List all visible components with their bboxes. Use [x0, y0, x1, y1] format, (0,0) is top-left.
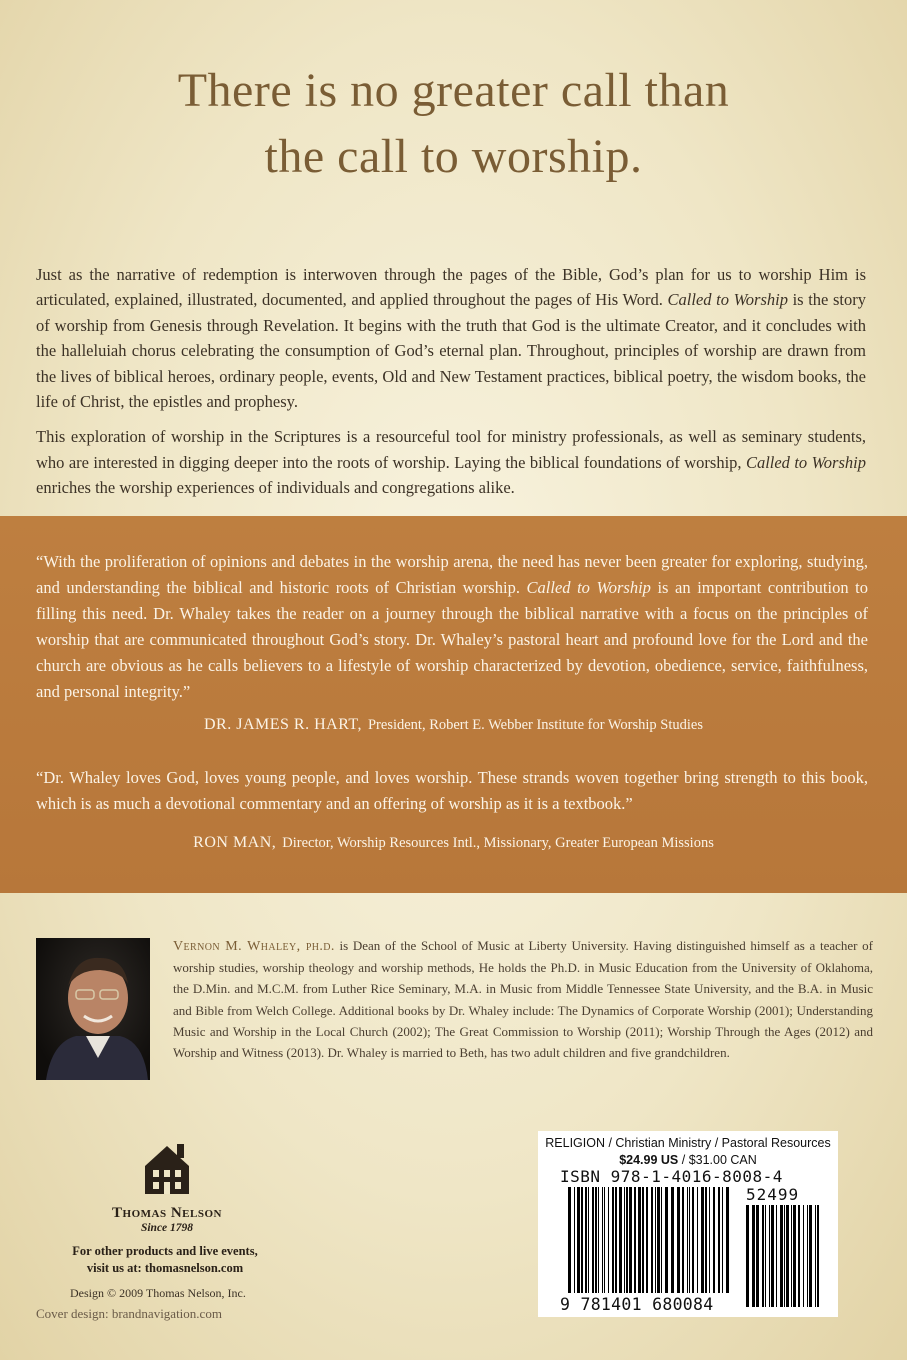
- barcode-bar: [568, 1187, 571, 1293]
- publisher-contact: [70, 1243, 260, 1277]
- author-name: Vernon M. Whaley, ph.d.: [173, 939, 335, 954]
- barcode-bar: [634, 1187, 636, 1293]
- description-paragraph-2: [36, 424, 866, 500]
- quote-text: is an important contribution to filling this need. Dr. Whaley takes the reader on a journey through the biblical narrative with a focus on the principles of worship that are communicated throughout God’s story. Dr. Whaley’s pastoral heart and profound love for the Lord and the church are obvious as he calls believers to a lifestyle of worship characterized by devotion, obedience, service, faithfulness, and personal integrity.”: [36, 578, 868, 701]
- barcode-bar: [638, 1187, 641, 1293]
- barcode-bar: [807, 1205, 808, 1307]
- publisher-since: Since 1798: [140, 1222, 194, 1234]
- barcode-bar: [612, 1187, 614, 1293]
- barcode-bar: [701, 1187, 704, 1293]
- barcode-bar: [722, 1187, 723, 1293]
- barcode-bar: [665, 1187, 668, 1293]
- house-icon: [137, 1140, 197, 1196]
- barcode-bar: [626, 1187, 628, 1293]
- barcode-bar: [815, 1205, 816, 1307]
- barcode-bar: [642, 1187, 644, 1293]
- barcode-bar: [780, 1205, 783, 1307]
- endorsement-attribution-1: [0, 716, 907, 734]
- barcode-label: [538, 1131, 838, 1317]
- barcode-bar: [598, 1187, 599, 1293]
- contact-line-1: For other products and live events,: [72, 1244, 258, 1258]
- barcode-bar: [713, 1187, 715, 1293]
- endorser-name: RON MAN,: [193, 834, 277, 851]
- endorsements-band: [0, 516, 907, 893]
- main-barcode-bars: [568, 1187, 729, 1293]
- barcode-bar: [657, 1187, 660, 1293]
- isbn-text: ISBN 978-1-4016-8008-4: [560, 1167, 783, 1186]
- barcode-bar: [661, 1187, 662, 1293]
- barcode-bar: [595, 1187, 597, 1293]
- barcode-bar: [602, 1187, 603, 1293]
- description-paragraph-1: [36, 262, 866, 414]
- barcode-bar: [718, 1187, 720, 1293]
- barcode-bar: [588, 1187, 589, 1293]
- description-text: is the story of worship from Genesis through Revelation. It begins with the truth that God is the ultimate Creator, and it concludes with the halleluiah chorus celebrating the consumption of God’s eternal plan. Throughout, principles of worship are drawn from the lives of biblical heroes, ordinary people, events, Old and New Testament practices, biblical poetry, the wisdom books, the life of Christ, the epistles and prophesy.: [36, 290, 866, 412]
- barcode-bar: [786, 1205, 789, 1307]
- price-us: $24.99 US: [619, 1153, 679, 1167]
- headline-line-2: the call to worship.: [264, 130, 643, 183]
- book-title-italic: Called to Worship: [745, 452, 866, 472]
- author-photo: [36, 938, 150, 1080]
- endorsement-quote-2: “Dr. Whaley loves God, loves young people, and loves worship. These strands woven together bring strength to this book, which is as much a devotional commentary and an offering of worship as it is a textbook.”: [36, 768, 868, 813]
- barcode-bar: [791, 1205, 792, 1307]
- barcode-bar: [726, 1187, 729, 1293]
- quote-text: “With the proliferation of opinions and debates in the worship arena, the need has never been greater for exploring, studying, and understanding the biblical and historic roots of Christian worship.: [36, 552, 868, 597]
- endorsement-attribution-2: [0, 834, 907, 852]
- bisac-category: RELIGION / Christian Ministry / Pastoral Resources: [545, 1136, 831, 1150]
- addon-barcode-bars: [746, 1205, 819, 1307]
- barcode-bar: [746, 1205, 749, 1307]
- headline-line-1: There is no greater call than: [177, 64, 730, 117]
- barcode-bar: [769, 1205, 770, 1307]
- barcode-bar: [771, 1205, 774, 1307]
- endorser-role: Director, Worship Resources Intl., Missionary, Greater European Missions: [282, 835, 714, 851]
- barcode-bar: [655, 1187, 656, 1293]
- barcode-bar: [752, 1205, 755, 1307]
- barcode-bar: [577, 1187, 580, 1293]
- book-title-italic: Called to Worship: [667, 290, 788, 310]
- publisher-name: Thomas Nelson: [112, 1205, 222, 1221]
- barcode-number: 9 781401 680084: [560, 1295, 714, 1314]
- barcode-bar: [677, 1187, 680, 1293]
- barcode-bar: [604, 1187, 605, 1293]
- barcode-bar: [798, 1205, 800, 1307]
- barcode-bar: [809, 1205, 812, 1307]
- barcode-bar: [793, 1205, 796, 1307]
- barcode-bar: [776, 1205, 777, 1307]
- barcode-bar: [629, 1187, 632, 1293]
- book-title-italic: Called to Worship: [526, 578, 651, 597]
- barcode-bar: [651, 1187, 653, 1293]
- endorser-role: President, Robert E. Webber Institute for Worship Studies: [367, 717, 703, 733]
- barcode-bar: [803, 1205, 804, 1307]
- cover-design-credit: Cover design: brandnavigation.com: [36, 1306, 222, 1321]
- barcode-bar: [671, 1187, 674, 1293]
- barcode-bar: [624, 1187, 625, 1293]
- description-text: Just as the narrative of redemption is interwoven through the pages of the Bible, God’s plan for us to worship Him is articulated, explained, illustrated, documented, and applied throughout the pages of His Word.: [36, 265, 866, 310]
- barcode-bar: [574, 1187, 575, 1293]
- price-can: / $31.00 CAN: [678, 1153, 757, 1167]
- barcode-bar: [692, 1187, 694, 1293]
- barcode-icon: [538, 1131, 838, 1317]
- barcode-bar: [682, 1187, 684, 1293]
- barcode-bar: [615, 1187, 617, 1293]
- headline: [0, 58, 907, 190]
- barcode-bar: [646, 1187, 648, 1293]
- contact-line-2: visit us at: thomasnelson.com: [86, 1261, 244, 1275]
- barcode-bar: [705, 1187, 707, 1293]
- endorser-name: DR. JAMES R. HART,: [204, 716, 362, 733]
- author-portrait-illustration: [36, 938, 150, 1080]
- author-bio: [173, 935, 873, 1063]
- barcode-bar: [756, 1205, 759, 1307]
- barcode-bar: [697, 1187, 698, 1293]
- barcode-bar: [689, 1187, 690, 1293]
- book-description: [36, 262, 866, 511]
- barcode-bar: [592, 1187, 594, 1293]
- barcode-bar: [762, 1205, 764, 1307]
- publisher-logo: [92, 1140, 242, 1234]
- endorsement-quote-1: [36, 549, 868, 705]
- design-credit: Design © 2009 Thomas Nelson, Inc.: [70, 1286, 246, 1300]
- barcode-bar: [608, 1187, 609, 1293]
- description-text: This exploration of worship in the Scriptures is a resourceful tool for ministry professionals, as well as seminary students, who are interested in digging deeper into the roots of worship. Laying the biblical foundations of worship,: [36, 427, 866, 472]
- barcode-bar: [619, 1187, 622, 1293]
- barcode-bar: [585, 1187, 587, 1293]
- barcode-bar: [709, 1187, 710, 1293]
- barcode-addon-number: 52499: [746, 1185, 800, 1204]
- barcode-bar: [581, 1187, 583, 1293]
- author-bio-text: is Dean of the School of Music at Liberty University. Having distinguished himself as a teacher of worship studies, worship theology and worship methods, He holds the Ph.D. in Music Education from the University of Oklahoma, the D.Min. and M.C.M. from Luther Rice Seminary, M.A. in Music from Middle Tennessee State University, and the B.A. in Music and Bible from Welch College. Additional books by Dr. Whaley include: The Dynamics of Corporate Worship (2001); Understanding Music and Worship in the Local Church (2002); The Great Commission to Worship (2011); Worship Through the Ages (2012) and Worship and Witness (2013). Dr. Whaley is married to Beth, has two adult children and five grandchildren.: [173, 938, 873, 1061]
- barcode-bar: [765, 1205, 766, 1307]
- barcode-bar: [687, 1187, 688, 1293]
- barcode-bar: [784, 1205, 785, 1307]
- barcode-bar: [817, 1205, 819, 1307]
- description-text: enriches the worship experiences of individuals and congregations alike.: [36, 478, 515, 498]
